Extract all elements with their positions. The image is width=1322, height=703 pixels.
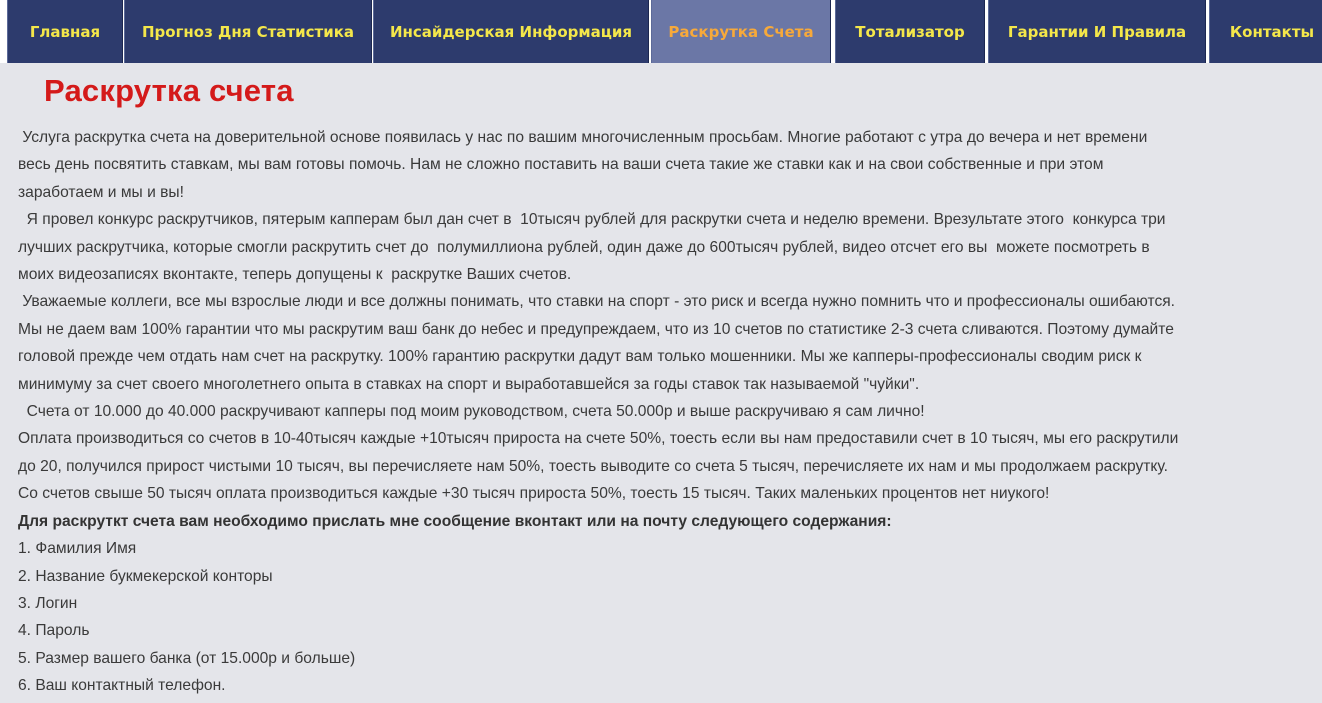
text-line: минимуму за счет своего многолетнего опыта в ставках на спорт и выработавшейся за годы ставок так называемой "чуйки".: [18, 375, 920, 393]
text-line: моих видеозаписях вконтакте, теперь допущены к раскрутке Ваших счетов.: [18, 266, 572, 284]
text-line: Услуга раскрутка счета на доверительной основе появилась у нас по вашим многочисленным просьбам. Многие работают с утра до вечера и нет времени: [18, 129, 1148, 146]
text-line: весь день посвятить ставкам, мы вам готовы помочь. Нам не сложно поставить на ваши счета такие же ставки как и на свои собственные и при этом: [18, 156, 1104, 174]
text-line: Мы не даем вам 100% гарантии что мы раскрутим ваш банк до небес и предупреждаем, что из 10 счетов по статистике 2-3 счета сливаются. Поэтому думайте: [18, 320, 1174, 338]
text-line: до 20, получился прирост чистыми 10 тысяч, вы перечисляете нам 50%, тоесть выводите со счета 5 тысяч, перечисляете их нам и мы продолжаем раскрутку.: [18, 457, 1168, 475]
list-item: 1. Фамилия Имя: [18, 540, 137, 558]
nav-item-totalizator[interactable]: Тотализатор: [835, 0, 985, 63]
text-line: Счета от 10.000 до 40.000 раскручивают капперы под моим руководством, счета 50.000р и выше раскручиваю я сам лично!: [18, 403, 925, 421]
list-item: 3. Логин: [18, 594, 78, 612]
nav-item-forecast[interactable]: Прогноз Дня Статистика: [124, 0, 372, 63]
text-line: Со счетов свыше 50 тысяч оплата производиться каждые +30 тысяч прироста 50%, тоесть 15 тысяч. Таких маленьких процентов нет ниукого!: [18, 485, 1050, 503]
list-item: 5. Размер вашего банка (от 15.000р и больше): [18, 649, 356, 667]
nav-item-insider[interactable]: Инсайдерская Информация: [373, 0, 649, 63]
requirements-list: [18, 535, 1248, 699]
list-item: 4. Пароль: [18, 622, 90, 640]
page-title: Раскрутка счета: [44, 73, 294, 108]
text-line: заработаем и мы и вы!: [18, 183, 184, 201]
nav-item-contacts[interactable]: Контакты: [1209, 0, 1322, 63]
nav-item-account-boost[interactable]: Раскрутка Счета: [651, 0, 831, 63]
text-line: лучших раскрутчика, которые смогли раскрутить счет до полумиллиона рублей, один даже до 600тысяч рублей, видео отсчет его вы можете посмотреть в: [18, 238, 1150, 256]
text-line: головой прежде чем отдать нам счет на раскрутку. 100% гарантию раскрутки дадут вам только мошенники. Мы же капперы-профессионалы сводим риск к: [18, 348, 1142, 366]
requirements-heading: Для раскруткт счета вам необходимо прислать мне сообщение вконтакт или на почту следующего содержания:: [18, 512, 892, 530]
text-line: Я провел конкурс раскрутчиков, пятерым капперам был дан счет в 10тысяч рублей для раскрутки счета и неделю времени. Врезультате этого конкурса три: [18, 211, 1166, 229]
text-line: Уважаемые коллеги, все мы взрослые люди и все должны понимать, что ставки на спорт - это риск и всегда нужно помнить что и профессионалы ошибаются.: [18, 293, 1176, 311]
main-nav: [0, 0, 1322, 63]
main-content: [18, 124, 1248, 700]
text-line: Оплата производиться со счетов в 10-40тысяч каждые +10тысяч прироста на счете 50%, тоесть если вы нам предоставили счет в 10 тысяч, мы его раскрутили: [18, 430, 1179, 448]
list-item: 2. Название букмекерской конторы: [18, 567, 273, 585]
list-item: 6. Ваш контактный телефон.: [18, 677, 226, 695]
nav-item-guarantees[interactable]: Гарантии И Правила: [988, 0, 1206, 63]
nav-item-home[interactable]: Главная: [7, 0, 123, 63]
